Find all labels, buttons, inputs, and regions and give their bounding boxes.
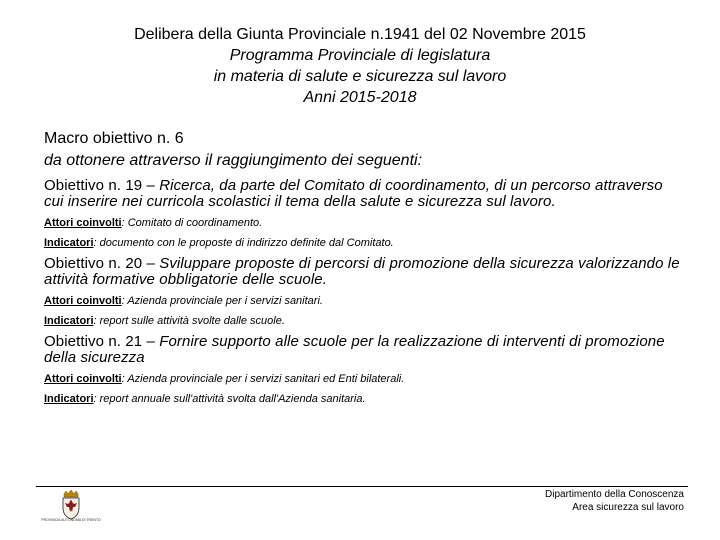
objective-number: Obiettivo n. 20 — [44, 255, 143, 272]
objective-description: – Sviluppare proposte di percorsi di promozione della sicurezza valorizzando le attività formative obbligatorie delle scuole. — [44, 255, 680, 288]
indicators-line — [44, 314, 684, 328]
actors-line — [44, 294, 684, 308]
logo-graphic — [38, 490, 104, 520]
header-subject: in materia di salute e sicurezza sul lavoro — [213, 68, 507, 85]
actors-label: Attori coinvolti — [44, 217, 122, 229]
indicators-label: Indicatori — [44, 315, 94, 327]
actors-line — [44, 216, 684, 230]
actors-value: : Azienda provinciale per i servizi sanitari ed Enti bilaterali. — [121, 373, 405, 385]
macro-title: Macro obiettivo n. 6 — [44, 130, 184, 147]
objective-19 — [44, 178, 684, 250]
footer-department: Dipartimento della Conoscenza — [545, 489, 684, 500]
header-program: Programma Provinciale di legislatura — [229, 47, 491, 64]
actors-value: : Comitato di coordinamento. — [121, 217, 263, 229]
indicators-value: : documento con le proposte di indirizzo definite dal Comitato. — [93, 237, 394, 249]
indicators-line — [44, 236, 684, 250]
indicators-label: Indicatori — [44, 237, 94, 249]
logo-caption: PROVINCIA AUTONOMA DI TRENTO — [41, 518, 101, 522]
footer-divider — [36, 486, 688, 487]
objective-title — [44, 334, 684, 366]
objective-title — [44, 256, 684, 288]
actors-label: Attori coinvolti — [44, 295, 122, 307]
indicators-line — [44, 392, 684, 406]
objective-20 — [44, 256, 684, 328]
objective-21 — [44, 334, 684, 406]
document-header — [0, 24, 720, 108]
macro-subtitle: da ottonere attraverso il raggiungimento dei seguenti: — [44, 152, 423, 169]
footer-area: Area sicurezza sul lavoro — [572, 502, 684, 513]
objective-description: – Fornire supporto alle scuole per la realizzazione di interventi di promozione della sicurezza — [44, 333, 665, 366]
header-deliberation: Delibera della Giunta Provinciale n.1941 del 02 Novembre 2015 — [134, 26, 586, 43]
objective-number: Obiettivo n. 19 — [44, 177, 143, 194]
header-years: Anni 2015-2018 — [303, 89, 417, 106]
document-body — [44, 128, 684, 406]
indicators-value: : report sulle attività svolte dalle scuole. — [93, 315, 285, 327]
objective-title — [44, 178, 684, 210]
objective-description: – Ricerca, da parte del Comitato di coordinamento, di un percorso attraverso cui inserire nei curricola scolastici il tema della salute e sicurezza sul lavoro. — [44, 177, 663, 210]
macro-objective — [44, 128, 684, 172]
actors-value: : Azienda provinciale per i servizi sanitari. — [121, 295, 323, 307]
actors-label: Attori coinvolti — [44, 373, 122, 385]
indicators-value: : report annuale sull'attività svolta dall'Azienda sanitaria. — [93, 393, 366, 405]
footer-info — [545, 488, 684, 514]
actors-line — [44, 372, 684, 386]
indicators-label: Indicatori — [44, 393, 94, 405]
objective-number: Obiettivo n. 21 — [44, 333, 143, 350]
